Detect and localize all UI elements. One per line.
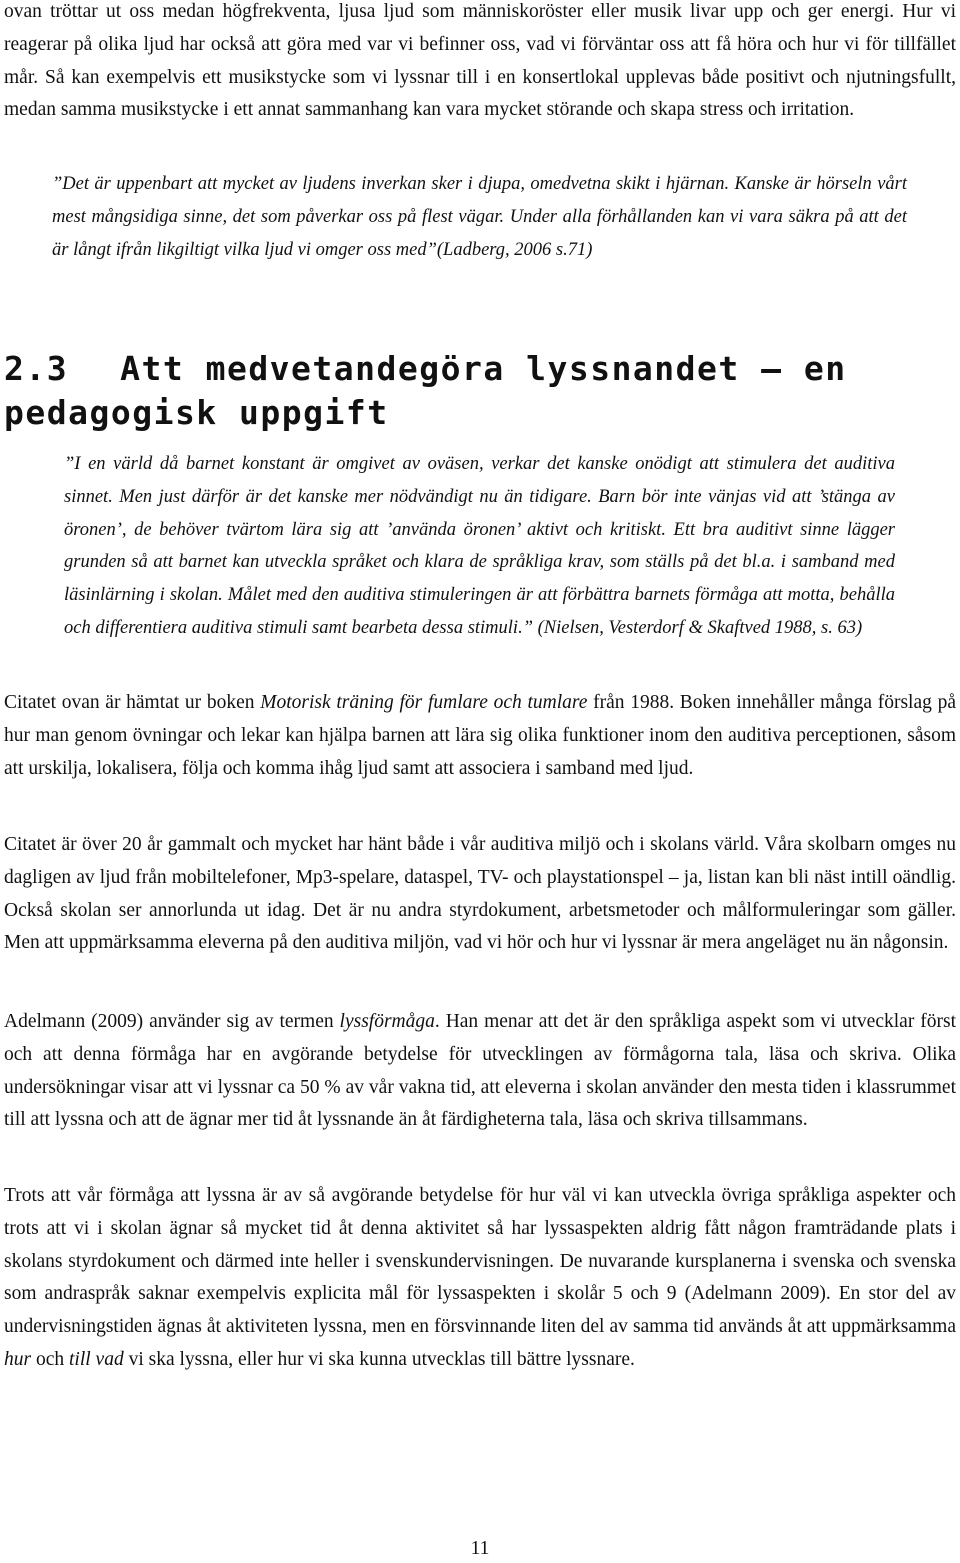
emphasis-hur: hur [4,1348,32,1370]
paragraph-trots: Trots att vår förmåga att lyssna är av så avgörande betydelse för hur väl vi kan utveckla övriga språkliga aspekter och trots att vi i skolan ägnar så mycket tid åt denna aktivitet så har lyssaspekten aldrig fått någon framträdande plats i skolans styrdokument och därmed inte heller i svenskundervisningen. De nuvarande kursplanerna i svenska och svenska som andraspråk saknar exempelvis explicita mål för lyssaspekten i skolår 5 och 9 (Adelmann 2009). En stor del av undervisningstiden ägnas åt aktiviteten lyssna, men en försvinnande liten del av samma tid används åt att uppmärksamma hur och till vad vi ska lyssna, eller hur vi ska kunna utvecklas till bättre lyssnare. [4,1185,956,1370]
book-title: Motorisk träning för fumlare och tumlare [260,692,588,713]
block-quote-nielsen: ”I en värld då barnet konstant är omgivet av oväsen, verkar det kanske onödigt att stimulera det auditiva sinnet. Men just därför är det kanske mer nödvändigt nu än tidigare. Barn bör inte vänjas vid att ’stänga av öronen’, de behöver tvärtom lära sig att ’använda öronen’ aktivt och kritiskt. Ett bra auditivt sinne lägger grunden så att barnet kan utveckla språket och klara de språkliga krav, som ställs på det bl.a. i samband med läsinlärning i skolan. Målet med den auditiva stimuleringen är att förbättra barnets förmåga att motta, behålla och differentiera auditiva stimuli samt bearbeta dessa stimuli.” (Nielsen, Vesterdorf & Skaftved 1988, s. 63) [64,454,895,638]
block-quote-ladberg: ”Det är uppenbart att mycket av ljudens inverkan sker i djupa, omedvetna skikt i hjärnan. Kanske är hörseln vårt mest mångsidiga sinne, det som påverkar oss på flest vägar. Under alla förhållanden kan vi vara säkra på att det är långt ifrån likgiltigt vilka ljud vi omger oss med”(Ladberg, 2006 s.71) [52,174,907,260]
paragraph-intro: ovan tröttar ut oss medan högfrekventa, ljusa ljud som människoröster eller musik livar upp och ger energi. Hur vi reagerar på olika ljud har också att göra med var vi befinner oss, vad vi förväntar oss att få höra och hur vi för tillfället mår. Så kan exempelvis ett musikstycke som vi lyssnar till i en konsertlokal upplevas både positivt och njutningsfullt, medan samma musikstycke i ett annat sammanhang kan vara mycket störande och skapa stress och irritation. [4,1,956,121]
section-title: Att medvetandegöra lyssnandet – en pedagogisk uppgift [4,349,847,432]
term-lyssformaga: lyssförmåga [339,1011,435,1032]
page-number: 11 [470,1538,490,1559]
emphasis-till-vad: till vad [69,1348,124,1370]
paragraph-20-years: Citatet är över 20 år gammalt och mycket har hänt både i vår auditiva miljö och i skolans värld. Våra skolbarn omges nu dagligen av ljud från mobiltelefoner, Mp3-spelare, dataspel, TV- och playstationspel – ja, listan kan bli näst intill oändlig. Också skolan ser annorlunda ut idag. Det är nu andra styrdokument, arbetsmetoder och målformuleringar som gäller. Men att uppmärksamma eleverna på den auditiva miljön, vad vi hör och hur vi lyssnar är mera angeläget nu än någonsin. [4,834,956,954]
section-heading [0,347,928,435]
paragraph-adelmann: Adelmann (2009) använder sig av termen lyssförmåga. Han menar att det är den språkliga aspekt som vi utvecklar först och att denna förmåga har en avgörande betydelse för utvecklingen av förmågorna tala, läsa och skriva. Olika undersökningar visar att vi lyssnar ca 50 % av vår vakna tid, att eleverna i skolan använder den mesta tiden i klassrummet till att lyssna och att de ägnar mer tid åt lyssnande än åt färdigheterna tala, läsa och skriva tillsammans. [4,1011,956,1131]
paragraph-book: Citatet ovan är hämtat ur boken Motorisk träning för fumlare och tumlare från 1988. Boken innehåller många förslag på hur man genom övningar och lekar kan hjälpa barnen att lära sig olika funktioner inom den auditiva perceptionen, såsom att urskilja, lokalisera, följa och komma ihåg ljud samt att associera i samband med ljud. [4,692,956,779]
section-number: 2.3 [4,349,69,388]
